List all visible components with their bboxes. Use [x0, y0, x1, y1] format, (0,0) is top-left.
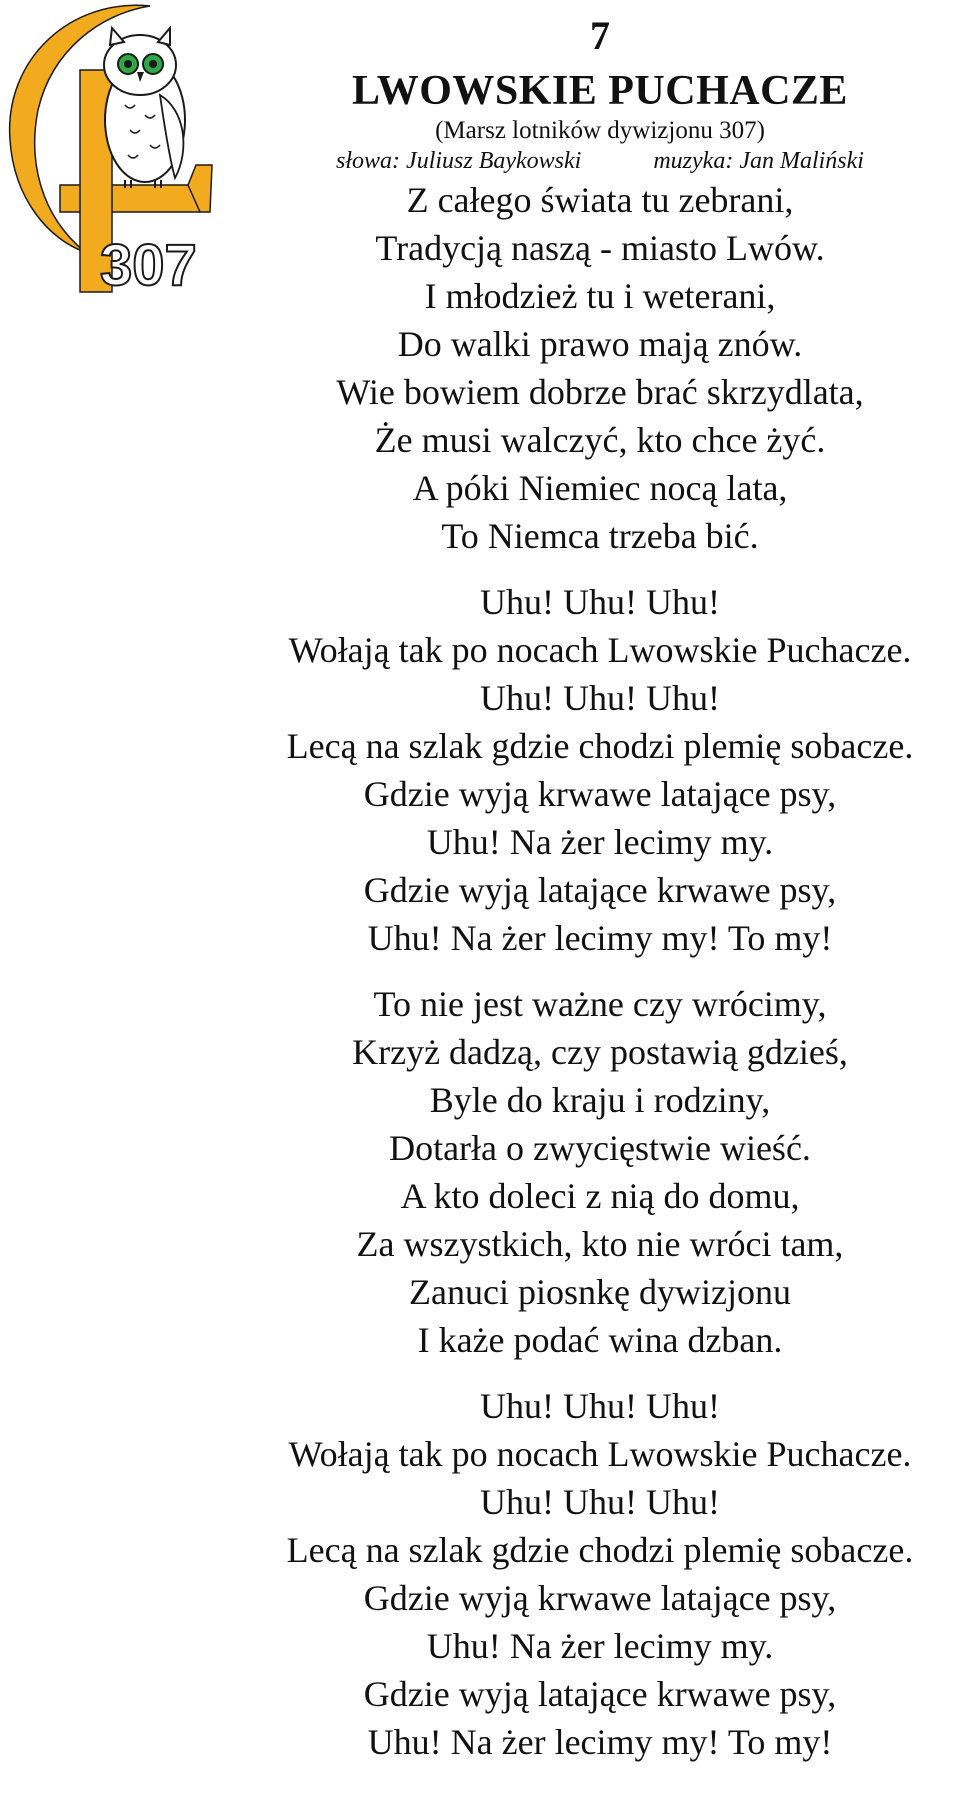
music-credit: muzyka: Jan Maliński: [653, 148, 864, 174]
lyric-line: Gdzie wyją latające krwawe psy,: [363, 870, 837, 910]
lyric-line: Uhu! Na żer lecimy my.: [426, 822, 774, 862]
squadron-307-owl-logo: [0, 0, 215, 300]
lyric-line: Gdzie wyją krwawe latające psy,: [363, 1578, 837, 1618]
lyric-line: Uhu! Na żer lecimy my! To my!: [367, 918, 833, 958]
lyric-line: Uhu! Uhu! Uhu!: [480, 678, 720, 718]
lyric-line: Byle do kraju i rodziny,: [429, 1080, 771, 1120]
lyric-line: Wołają tak po nocach Lwowskie Puchacze.: [288, 630, 912, 670]
lyric-line: A kto doleci z nią do domu,: [400, 1176, 800, 1216]
lyric-line: I młodzież tu i weterani,: [424, 276, 776, 316]
lyric-line: To Niemca trzeba bić.: [441, 516, 759, 556]
page-number: 7: [590, 13, 610, 58]
lyric-line: Uhu! Na żer lecimy my! To my!: [367, 1722, 833, 1762]
lyrics-credit: słowa: Juliusz Baykowski: [336, 148, 582, 174]
lyric-line: Tradycją naszą - miasto Lwów.: [375, 228, 825, 268]
stanza-4-chorus: [210, 1382, 960, 1766]
stanza-3: [210, 980, 960, 1364]
logo-number: 307: [100, 233, 197, 298]
lyric-line: Uhu! Uhu! Uhu!: [480, 1482, 720, 1522]
lyric-line: Za wszystkich, kto nie wróci tam,: [356, 1224, 844, 1264]
lyric-line: Z całego świata tu zebrani,: [406, 180, 794, 220]
lyric-line: Że musi walczyć, kto chce żyć.: [374, 420, 826, 460]
song-subtitle: (Marsz lotników dywizjonu 307): [435, 117, 765, 144]
lyric-line: Zanuci piosnkę dywizjonu: [409, 1272, 791, 1312]
lyric-line: I każe podać wina dzban.: [417, 1320, 783, 1360]
lyric-line: Wie bowiem dobrze brać skrzydlata,: [336, 372, 864, 412]
lyric-line: Gdzie wyją latające krwawe psy,: [363, 1674, 837, 1714]
lyric-line: Uhu! Uhu! Uhu!: [480, 1386, 720, 1426]
lyric-line: Gdzie wyją krwawe latające psy,: [363, 774, 837, 814]
lyric-line: Uhu! Na żer lecimy my.: [426, 1626, 774, 1666]
lyric-line: Lecą na szlak gdzie chodzi plemię sobacze.: [286, 726, 914, 766]
lyric-line: Uhu! Uhu! Uhu!: [480, 582, 720, 622]
stanza-2-chorus: [210, 578, 960, 962]
lyric-line: To nie jest ważne czy wrócimy,: [373, 984, 827, 1024]
lyric-line: A póki Niemiec nocą lata,: [412, 468, 788, 508]
song-page: [210, 0, 960, 1766]
lyric-line: Dotarła o zwycięstwie wieść.: [389, 1128, 811, 1168]
lyric-line: Do walki prawo mają znów.: [397, 324, 803, 364]
song-title: LWOWSKIE PUCHACZE: [352, 68, 848, 114]
lyric-line: Krzyż dadzą, czy postawią gdzieś,: [352, 1032, 848, 1072]
lyric-line: Wołają tak po nocach Lwowskie Puchacze.: [288, 1434, 912, 1474]
lyric-line: Lecą na szlak gdzie chodzi plemię sobacze.: [286, 1530, 914, 1570]
stanza-1: [210, 176, 960, 560]
song-credits: [210, 146, 960, 176]
